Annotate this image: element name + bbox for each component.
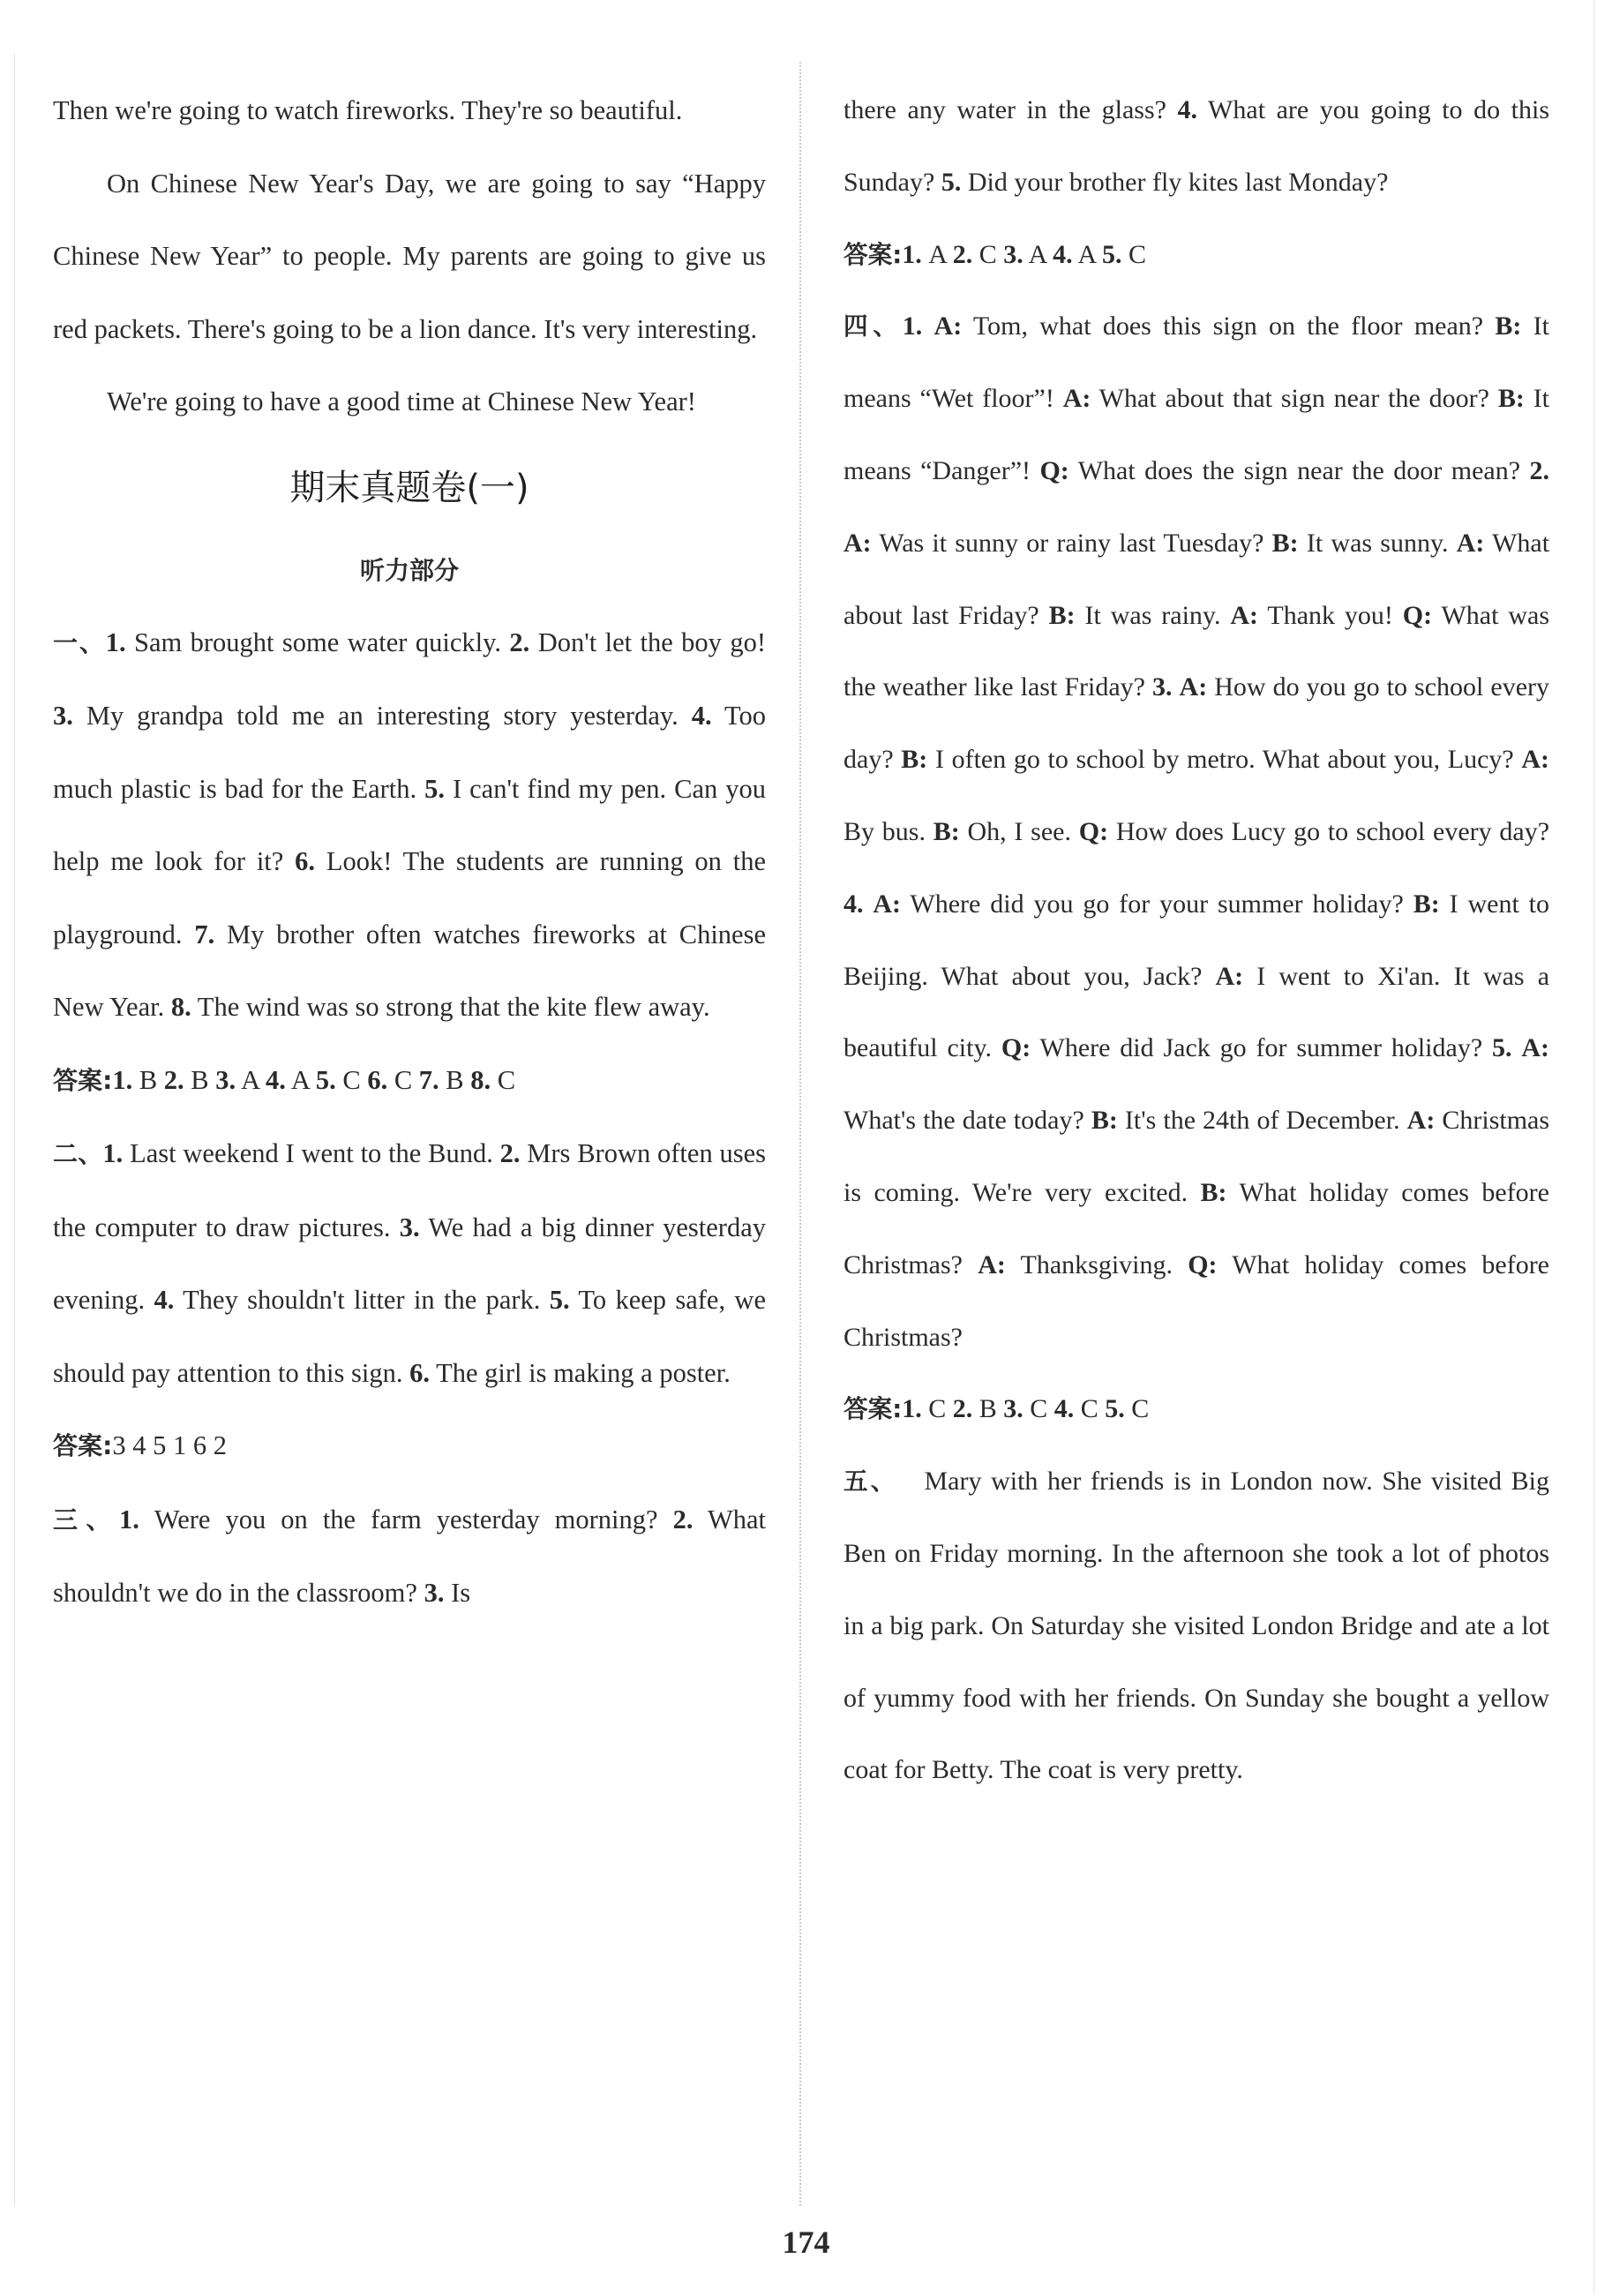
answer-number: 3. [1003, 239, 1023, 269]
answer-value: C [491, 1064, 516, 1095]
speaker-b: B: [1271, 528, 1299, 558]
answer-value: B [439, 1064, 471, 1095]
speaker-b: B: [933, 816, 960, 846]
item-text: What are you going to do this Sunday? [843, 95, 1550, 197]
dialog-line: What holiday comes before Christmas? [843, 1177, 1549, 1279]
speaker-b: B: [901, 745, 928, 775]
item-text: They shouldn't litter in the park. [174, 1285, 550, 1315]
dialog-line: I went to Beijing. What about you, Jack? [843, 889, 1550, 991]
speaker-a: A: [1521, 745, 1550, 775]
item-number: 4. [1177, 95, 1198, 124]
question-line: How does Lucy go to school every day? [1115, 816, 1550, 846]
page-number: 174 [782, 2225, 830, 2260]
item-text: Were you on the farm yesterday morning? [139, 1504, 673, 1534]
item-text: Too much plastic is bad for the Earth. [53, 701, 766, 804]
answer-number: 8. [470, 1064, 491, 1095]
item-text: Look! The students are running on the playground. [53, 846, 766, 949]
dialog-line: Where did you go for your summer holiday? [910, 889, 1404, 919]
item-number: 6. [295, 846, 316, 876]
speaker-a: A: [1230, 600, 1259, 630]
paragraph: We're going to have a good time at Chinese New Year! [107, 386, 696, 416]
answer-value: C [1074, 1394, 1106, 1424]
item-text: The girl is making a poster. [430, 1357, 731, 1388]
section-label: 三、 [53, 1504, 119, 1534]
answer-number: 4. [1053, 1394, 1075, 1424]
item-text: What shouldn't we do in the classroom? [53, 1504, 767, 1608]
item-number: 6. [409, 1357, 430, 1388]
speaker-b: B: [1495, 311, 1522, 341]
speaker-a: A: [1215, 961, 1244, 991]
item-number: 2. [672, 1504, 694, 1534]
dialog-line: It means “Wet floor”! [843, 311, 1549, 414]
dialog-line: Was it sunny or rainy last Tuesday? [879, 528, 1264, 558]
dialog-line: What's the date today? [843, 1106, 1084, 1136]
item-text: Last weekend I went to the Bund. [123, 1138, 500, 1168]
page-edge-line [1593, 0, 1594, 2294]
item-text: Don't let the boy go! [529, 627, 767, 657]
speaker-a: A: [1406, 1106, 1436, 1136]
question-line: What does the sign near the door mean? [1077, 455, 1521, 485]
item-number: 3. [424, 1578, 445, 1608]
item-text: My brother often watches fireworks at Chinese New Year. [53, 919, 766, 1022]
answer-value: A [285, 1064, 316, 1095]
section-four [843, 290, 1549, 1373]
speaker-a: A: [843, 528, 872, 558]
item-number: 5. [424, 773, 446, 804]
item-number: 1. [102, 1138, 124, 1168]
item-number: 2. [499, 1138, 521, 1168]
dialog-line: Thanksgiving. [1020, 1249, 1173, 1279]
answer-value: C [335, 1064, 368, 1095]
item-text: We had a big dinner yesterday evening. [53, 1212, 766, 1315]
speaker-b: B: [1091, 1106, 1118, 1136]
speaker-a: A: [1179, 672, 1208, 702]
section-five [843, 1445, 1549, 1806]
item-text: To keep safe, we should pay attention to this sign. [53, 1285, 766, 1388]
answer-line [53, 1409, 766, 1483]
speaker-a: A: [1062, 384, 1091, 414]
dialog-line: Christmas is coming. We're very excited. [843, 1106, 1550, 1207]
answer-number: 2. [952, 1394, 973, 1424]
answer-number: 4. [266, 1064, 286, 1095]
item-text: Did your brother fly kites last Monday? [961, 167, 1389, 197]
answer-number: 3. [1003, 1394, 1023, 1424]
answer-line [53, 1044, 766, 1118]
item-number: 3. [1152, 672, 1173, 702]
dialog-line: Thank you! [1267, 600, 1393, 630]
answer-number: 5. [1101, 239, 1122, 269]
answer-number: 2. [163, 1064, 184, 1095]
paragraph: Then we're going to watch fireworks. They're so beautiful. [53, 95, 683, 125]
item-text: The wind was so strong that the kite flew away. [191, 992, 710, 1022]
item-number: 5. [1492, 1033, 1512, 1063]
answer-number: 6. [367, 1064, 388, 1095]
column-divider [799, 62, 802, 2206]
question-line: What was the weather like last Friday? [843, 600, 1549, 702]
speaker-b: B: [1413, 889, 1440, 919]
dialog-line: Tom, what does this sign on the floor mean? [972, 311, 1484, 341]
dialog-line: It means “Danger”! [843, 384, 1550, 485]
item-text: I can't find my pen. Can you help me look for it? [53, 773, 766, 876]
answer-value: A [921, 239, 953, 269]
answer-value: B [972, 1394, 1004, 1424]
answer-label: 答案: [843, 1394, 903, 1424]
section-label: 一、 [53, 627, 106, 657]
dialog-line: How do you go to school every day? [843, 672, 1550, 775]
answer-value: A [1072, 239, 1102, 269]
answer-label: 答案: [843, 239, 903, 269]
answer-value: C [921, 1394, 953, 1424]
answer-value: A [1023, 239, 1053, 269]
answer-value: C [1124, 1394, 1150, 1424]
item-number: 2. [1529, 455, 1549, 485]
exam-title: 期末真题卷(一) [289, 467, 529, 508]
item-number: 3. [399, 1212, 420, 1242]
section-one [53, 606, 766, 1044]
item-number: 1. [105, 627, 126, 657]
speaker-q: Q: [1039, 455, 1069, 485]
dialog-line: I often go to school by metro. What about you, Lucy? [934, 745, 1514, 775]
speaker-a: A: [933, 311, 963, 341]
item-text: Is [444, 1578, 471, 1608]
speaker-a: A: [873, 889, 902, 919]
answer-number: 1. [902, 1394, 922, 1424]
item-text: Sam brought some water quickly. [125, 627, 510, 657]
question-line: What holiday comes before Christmas? [843, 1249, 1549, 1352]
item-text: Mrs Brown often uses the computer to draw pictures. [53, 1138, 767, 1242]
answer-number: 1. [902, 239, 922, 269]
answer-number: 5. [1105, 1394, 1125, 1424]
dialog-line: I went to Xi'an. It was a beautiful city. [843, 961, 1550, 1063]
item-number: 3. [53, 701, 73, 731]
item-number: 4. [154, 1285, 175, 1315]
dialog-line: It was rainy. [1084, 600, 1221, 630]
answer-label: 答案: [53, 1065, 113, 1095]
item-text: My grandpa told me an interesting story yesterday. [72, 701, 692, 731]
speaker-b: B: [1200, 1177, 1227, 1207]
speaker-q: Q: [1078, 816, 1109, 846]
answer-value: C [972, 239, 1004, 269]
answer-value: B [132, 1064, 164, 1095]
section-two [53, 1117, 766, 1409]
answer-number: 4. [1053, 239, 1073, 269]
section-label: 四、 [843, 311, 903, 341]
item-number: 1. [902, 311, 923, 341]
answer-value: C [1023, 1394, 1054, 1424]
section-three [53, 1483, 766, 1630]
answer-value: C [387, 1064, 419, 1095]
answer-value: C [1121, 239, 1146, 269]
question-line: Where did Jack go for summer holiday? [1039, 1033, 1483, 1063]
item-text-continued: there any water in the glass? [843, 95, 1178, 124]
section-label: 五、 [843, 1467, 898, 1497]
item-number: 4. [843, 889, 864, 919]
answer-number: 3. [215, 1064, 236, 1095]
speaker-b: B: [1048, 600, 1076, 630]
dialog-line: What about that sign near the door? [1098, 384, 1489, 414]
answer-number: 2. [952, 239, 973, 269]
section-label: 二、 [53, 1139, 103, 1168]
item-number: 8. [170, 992, 191, 1022]
dialog-line: Oh, I see. [967, 816, 1071, 846]
speaker-q: Q: [1001, 1033, 1031, 1063]
right-column [843, 74, 1549, 1806]
page-edge-line [14, 53, 15, 2206]
dialog-line: What about last Friday? [843, 528, 1550, 630]
speaker-q: Q: [1402, 600, 1433, 630]
dialog-line: It was sunny. [1306, 528, 1449, 558]
speaker-a: A: [1521, 1033, 1550, 1063]
item-number: 5. [549, 1285, 570, 1315]
left-column [53, 74, 766, 1630]
answer-label: 答案: [53, 1431, 113, 1460]
answer-value: A [236, 1064, 266, 1095]
section-three-continued [843, 74, 1549, 219]
answer-number: 1. [112, 1064, 133, 1095]
item-number: 5. [941, 167, 962, 197]
speaker-a: A: [978, 1249, 1006, 1279]
dialog-line: It's the 24th of December. [1124, 1106, 1400, 1136]
answer-line [843, 1373, 1549, 1445]
speaker-a: A: [1456, 528, 1485, 558]
item-number: 7. [194, 919, 215, 949]
speaker-b: B: [1497, 384, 1525, 414]
answer-line [843, 219, 1549, 291]
answer-sequence: 3 4 5 1 6 2 [112, 1430, 227, 1460]
answer-number: 5. [315, 1064, 336, 1095]
paragraph: On Chinese New Year's Day, we are going to say “Happy Chinese New Year” to people. My parents are going to give us red packets. There's going to be a lion dance. It's very interesting. [53, 168, 766, 344]
dialog-line: By bus. [843, 816, 926, 846]
item-number: 4. [691, 701, 712, 731]
speaker-q: Q: [1188, 1249, 1218, 1279]
answer-value: B [184, 1064, 216, 1095]
item-number: 2. [509, 627, 530, 657]
section-subtitle: 听力部分 [359, 555, 459, 585]
passage-text: Mary with her friends is in London now. She visited Big Ben on Friday morning. In the afternoon she took a lot of photos in a big park. On Saturday she visited London Bridge and ate a lot of yummy food with her friends. On Sunday she bought a yellow coat for Betty. The coat is very pretty. [843, 1467, 1549, 1785]
item-number: 1. [118, 1504, 139, 1534]
answer-number: 7. [418, 1064, 439, 1095]
